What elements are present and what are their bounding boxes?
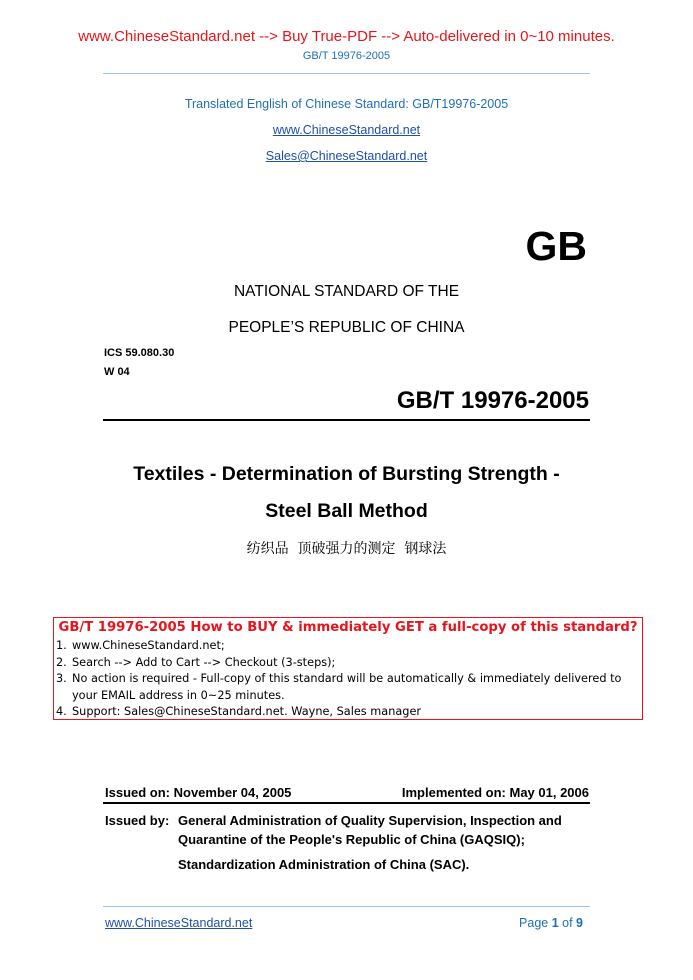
- issued-by-label: Issued by:: [105, 813, 170, 828]
- footer-divider: [103, 906, 590, 907]
- standard-number: GB/T 19976-2005: [396, 387, 589, 414]
- national-standard-line2: PEOPLE’S REPUBLIC OF CHINA: [228, 319, 465, 336]
- header-promo-link[interactable]: www.ChineseStandard.net --> Buy True-PDF --> Auto-delivered in 0~10 minutes.: [78, 28, 615, 45]
- title-divider: [103, 419, 590, 421]
- issue-divider: [103, 802, 590, 804]
- w-code: W 04: [104, 366, 130, 378]
- buy-step-4: 4. Support: Sales@ChineseStandard.net. Wayne, Sales manager: [56, 705, 422, 718]
- issuer-line1: General Administration of Quality Supervision, Inspection and: [178, 813, 562, 828]
- buy-step-3: 3. No action is required - Full-copy of this standard will be automatically & immediately delivered to: [56, 672, 622, 685]
- page-number: Page 1 of 9: [519, 916, 583, 930]
- header-divider: [103, 73, 590, 74]
- ics-code: ICS 59.080.30: [104, 347, 175, 359]
- issuer-line2: Quarantine of the People's Republic of China (GAQSIQ);: [178, 832, 525, 847]
- buy-info-box: [53, 617, 643, 720]
- national-standard-line1: NATIONAL STANDARD OF THE: [233, 283, 460, 300]
- implemented-on: Implemented on: May 01, 2006: [401, 785, 589, 800]
- translation-email-link[interactable]: Sales@ChineseStandard.net: [265, 149, 428, 163]
- buy-step-1[interactable]: 1. www.ChineseStandard.net;: [56, 639, 225, 652]
- buy-box-title: GB/T 19976-2005 How to BUY & immediately GET a full-copy of this standard?: [58, 620, 638, 635]
- issuer-line3: Standardization Administration of China (SAC).: [178, 857, 470, 872]
- translation-website-link[interactable]: www.ChineseStandard.net: [272, 123, 421, 137]
- footer-website-link[interactable]: www.ChineseStandard.net: [105, 916, 253, 930]
- header-standard-code: GB/T 19976-2005: [302, 50, 391, 62]
- buy-step-2: 2. Search --> Add to Cart --> Checkout (3-steps);: [56, 655, 336, 669]
- translation-line: Translated English of Chinese Standard: GB/T19976-2005: [184, 97, 509, 111]
- title-line2: Steel Ball Method: [265, 500, 428, 522]
- gb-logo: GB: [525, 223, 587, 269]
- issued-on: Issued on: November 04, 2005: [105, 785, 292, 800]
- title-line1: Textiles - Determination of Bursting Strength -: [133, 463, 560, 485]
- buy-step-3-continued: your EMAIL address in 0~25 minutes.: [72, 688, 285, 702]
- chinese-title: 纺织品 顶破强力的测定 钢球法: [246, 541, 447, 557]
